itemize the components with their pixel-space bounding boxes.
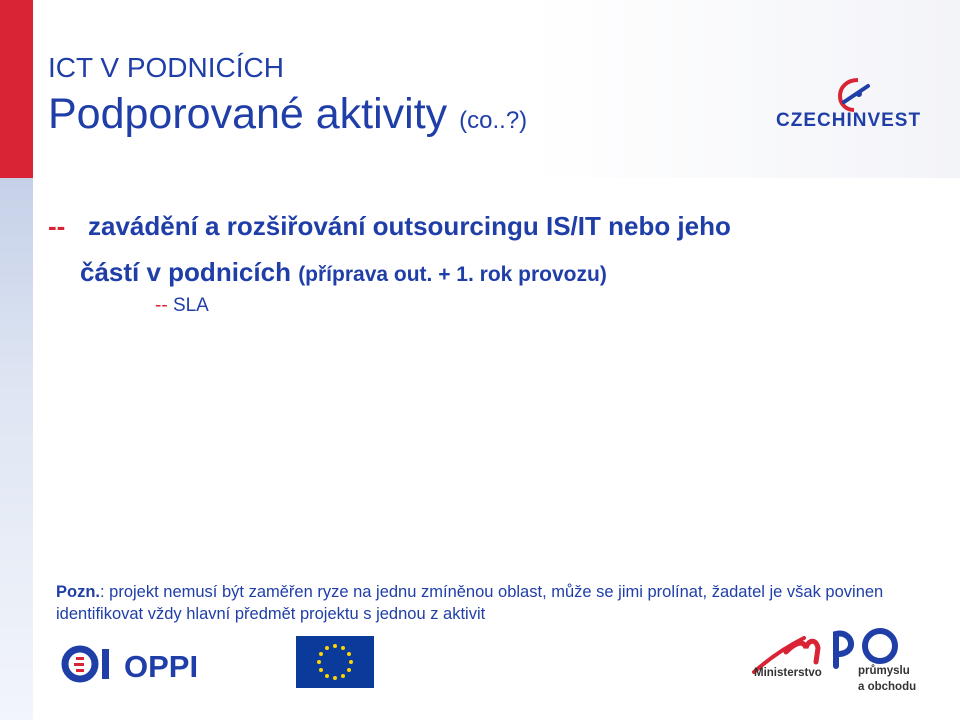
note-text: : projekt nemusí být zaměřen ryze na jednu zmíněnou oblast, může se jimi prolínat, žadatel je však povinen identifikovat vždy hlavní předmět projektu s jednou z aktivit bbox=[56, 583, 884, 623]
sub-bullet-sla bbox=[155, 295, 209, 317]
oppi-logo-text: OPPI bbox=[124, 649, 199, 684]
czechinvest-logo bbox=[776, 72, 926, 132]
note-label: Pozn. bbox=[56, 583, 100, 601]
note bbox=[56, 581, 936, 625]
slide-title-small: ICT V PODNICÍCH bbox=[48, 52, 284, 83]
bullet-line2 bbox=[48, 249, 928, 298]
sub-bullet-text: SLA bbox=[172, 295, 209, 316]
accent-red-bar bbox=[0, 0, 33, 178]
czechinvest-logo-text: CZECHINVEST bbox=[776, 110, 922, 131]
side-gradient-bar bbox=[0, 178, 33, 720]
mpo-logo bbox=[752, 626, 917, 698]
mpo-logo-text-line2: průmyslu bbox=[858, 665, 910, 677]
bullet-text-line1: zavádění a rozšiřování outsourcingu IS/IT nebo jeho bbox=[88, 211, 731, 241]
eu-flag-icon bbox=[296, 636, 374, 688]
mpo-logo-text-line1: Ministerstvo bbox=[754, 667, 822, 679]
bullet-dash: -- bbox=[48, 211, 66, 241]
oppi-emblem-icon bbox=[65, 649, 109, 679]
mpo-logo-text-line3: a obchodu bbox=[858, 681, 917, 693]
slide-title-main: Podporované aktivity bbox=[48, 90, 448, 138]
bullet-outsourcing bbox=[48, 203, 928, 298]
slide-title bbox=[48, 90, 527, 139]
slide-title-suffix: (co..?) bbox=[459, 107, 528, 134]
sub-bullet-dash: -- bbox=[155, 295, 168, 316]
bullet-text-line2: částí v podnicích bbox=[80, 257, 291, 287]
oppi-logo bbox=[60, 642, 230, 686]
bullet-paren-text: (příprava out. + 1. rok provozu) bbox=[298, 263, 607, 286]
czechinvest-emblem-icon bbox=[840, 80, 868, 110]
